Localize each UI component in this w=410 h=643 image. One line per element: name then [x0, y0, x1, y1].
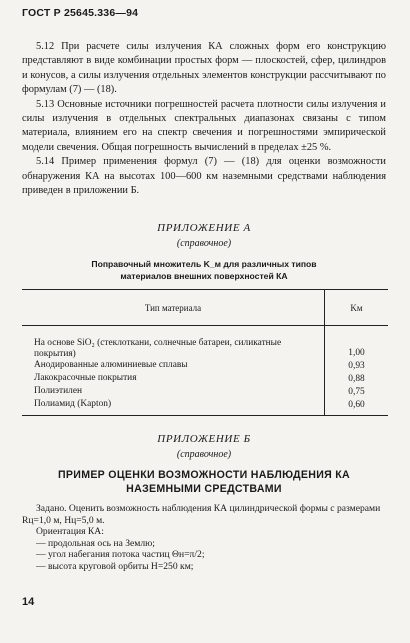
paragraph-5-13: 5.13 Основные источники погрешностей расчета плотности силы излучения и силы излучения в отдельных спектральных диапазонах связаны с типом материала, влиянием его на спектр свечения и погрешностями эмпирической модели свечения. Общая погрешность вычислений в пределах ±25 %.	[22, 98, 386, 153]
appendix-a-title: ПРИЛОЖЕНИЕ А	[157, 222, 251, 234]
appendix-b-title: ПРИЛОЖЕНИЕ Б	[157, 433, 251, 445]
orientation-heading: Ориентация КА:	[36, 526, 104, 538]
table-caption-line-1	[22, 259, 386, 271]
appendix-b-subtitle: (справочное)	[176, 449, 232, 460]
paragraph-5-14: 5.14 Пример применения формул (7) — (18) для оценки возможности обнаружения КА на высотах 100—600 км наземными средствами наблюдения приведен в приложении Б.	[22, 156, 386, 197]
km-value-cell: 0,88	[348, 374, 365, 384]
material-cell: На основе SiO₂ (стеклоткани, солнечные батареи, силикатные покрытия)	[22, 338, 325, 360]
example-given-line: Задано. Оценить возможность наблюдения КА цилиндрической формы с размерами Rц=1,0 м, Hц=5,0 м.	[22, 503, 381, 526]
table-caption-line-2: материалов внешних поверхностей КА	[120, 271, 288, 281]
column-header-material: Тип материала	[22, 290, 325, 326]
km-value-cell: 0,60	[325, 399, 389, 416]
page-number: 14	[22, 596, 35, 608]
material-cell: Полиамид (Kapton)	[22, 399, 325, 416]
km-value-cell: 1,00	[348, 348, 365, 358]
table-row	[22, 399, 388, 416]
example-title-line-1: ПРИМЕР ОЦЕНКИ ВОЗМОЖНОСТИ НАБЛЮДЕНИЯ КА	[58, 469, 350, 481]
orientation-item: — угол набегания потока частиц Θн=π/2;	[36, 549, 205, 561]
orientation-item: — высота круговой орбиты H=250 км;	[36, 560, 194, 572]
table-row	[22, 373, 388, 386]
material-cell: Полиэтилен	[22, 386, 325, 399]
correction-factor-table	[22, 289, 388, 416]
example-body	[22, 503, 392, 573]
table-caption-text: Поправочный множитель K_м для различных типов	[91, 259, 317, 269]
material-cell: Лакокрасочные покрытия	[22, 373, 325, 386]
body-paragraphs	[22, 40, 386, 198]
appendix-a-subtitle: (справочное)	[176, 238, 232, 249]
orientation-item: — продольная ось на Землю;	[36, 537, 155, 549]
table-row	[22, 360, 388, 373]
column-header-km: Kм	[325, 290, 389, 326]
table-row	[22, 386, 388, 399]
table-row	[22, 338, 388, 360]
example-title-line-2: НАЗЕМНЫМИ СРЕДСТВАМИ	[126, 483, 282, 495]
document-header: ГОСТ Р 25645.336—94	[22, 7, 139, 19]
paragraph-5-12: 5.12 При расчете силы излучения КА сложных форм его конструкцию представляют в виде комбинации простых форм — плоскостей, сфер, цилиндров и конусов, а силы излучения отдельных элементов конструкции рассчитывают по формулам (7) — (18).	[22, 41, 386, 96]
km-value-cell: 0,93	[348, 361, 365, 371]
table-header-row	[22, 290, 388, 326]
km-value-cell: 0,75	[348, 387, 365, 397]
material-cell: Анодированные алюминиевые сплавы	[22, 360, 325, 373]
